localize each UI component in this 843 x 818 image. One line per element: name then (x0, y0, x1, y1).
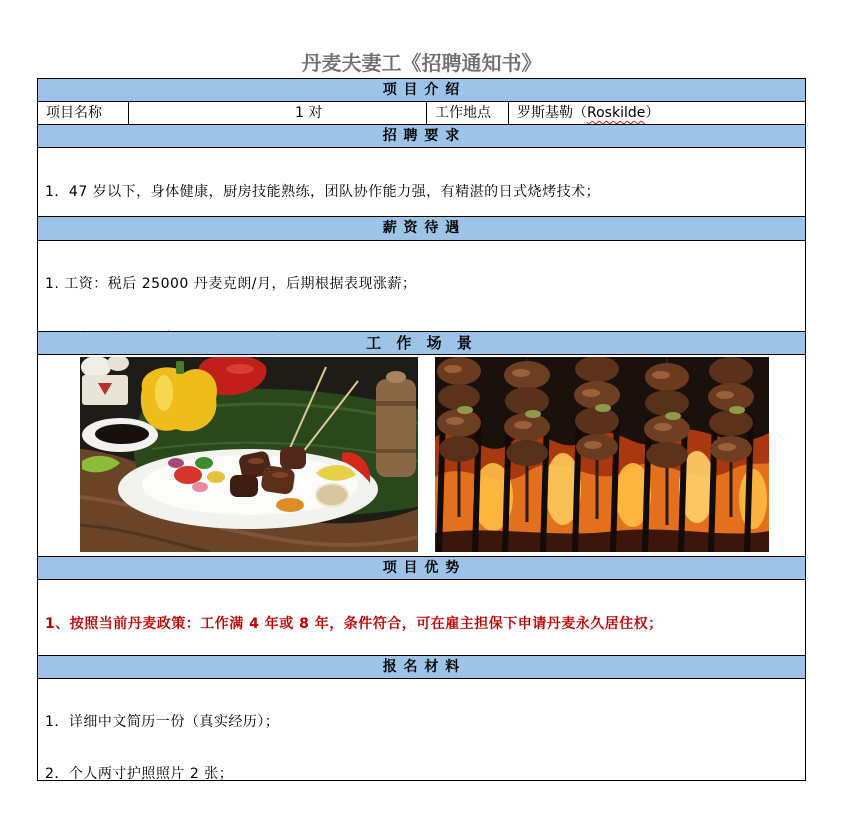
recruitment-table (37, 78, 806, 781)
pepper-mill-band (376, 449, 416, 453)
meat-glaze (272, 472, 288, 478)
meat-highlight (718, 443, 736, 451)
pepper-piece (729, 406, 745, 414)
grate-bar (711, 417, 715, 552)
project-name-label: 项目名称 (46, 105, 102, 121)
section-header-project-intro: 项 目 介 绍 (38, 79, 805, 102)
requirement-item (45, 181, 798, 204)
work-scene-photo-grill (435, 357, 769, 552)
material-item: 1．详细中文简历一份（真实经历）； (45, 714, 280, 730)
requirement-text: 1．47 岁以下，身体健康，厨房技能熟练，团队协作能力强，有精湛的日式烧烤技术； (45, 184, 601, 200)
grate-bar (575, 417, 579, 552)
meat-chunk (506, 440, 548, 466)
materials-list (38, 679, 805, 781)
salary-item: 1. 工资：税后 25000 丹麦克朗/月，后期根据表现涨薪； (45, 276, 417, 292)
pepper-piece (525, 410, 541, 418)
meat-chunk (575, 407, 619, 435)
work-location-cell (508, 102, 805, 124)
flame-core (739, 469, 767, 529)
grilled-meat (280, 447, 306, 469)
meat-chunk (646, 442, 688, 468)
green-pepper-piece (195, 457, 213, 469)
meat-highlight (654, 423, 672, 431)
pepper-mill-knob (386, 371, 406, 383)
work-location-prefix: 罗斯基勒（ (517, 105, 587, 121)
meat-highlight (444, 365, 462, 373)
work-scene-photos (38, 355, 805, 557)
pepper-stem (176, 361, 184, 374)
yellow-pepper-piece (207, 471, 225, 483)
red-pepper-highlight (226, 364, 254, 374)
section-header-requirements: 招 聘 要 求 (38, 125, 805, 148)
meat-highlight (582, 389, 600, 397)
work-location-suffix: ） (645, 105, 660, 121)
material-item: 2．个人两寸护照照片 2 张； (45, 766, 234, 781)
meat-chunk (575, 357, 619, 382)
section-header-salary: 薪 资 待 遇 (38, 217, 805, 241)
meat-chunk (645, 390, 689, 416)
grilled-meat (260, 465, 295, 495)
meat-highlight (446, 417, 464, 425)
yellow-bell-pepper (141, 367, 217, 431)
section-header-work-scene: 工 作 场 景 (38, 332, 805, 355)
roasted-pepper (276, 498, 304, 512)
pepper-mill-band (376, 401, 416, 406)
pepper-piece (457, 406, 473, 414)
meat-highlight (652, 371, 670, 379)
meat-glaze (248, 458, 264, 464)
section-header-advantages: 项 目 优 势 (38, 557, 805, 580)
pepper-piece (595, 404, 611, 412)
meat-highlight (716, 391, 734, 399)
work-location-label: 工作地点 (426, 102, 508, 124)
work-location-latin-name: Roskilde (587, 105, 646, 121)
pepper-piece (665, 412, 681, 420)
grate-bar (505, 417, 509, 552)
meat-chunk (438, 384, 480, 410)
yellow-pepper-highlight (155, 375, 173, 411)
grate-bar (645, 417, 649, 552)
grate-bar (439, 417, 443, 552)
section-header-materials: 报 名 材 料 (38, 656, 805, 679)
meat-highlight (514, 421, 532, 429)
meat-highlight (512, 369, 530, 377)
grate-bar (543, 417, 547, 552)
project-info-row (38, 102, 805, 125)
requirements-list (38, 148, 805, 217)
advantages-list (38, 580, 805, 656)
purple-onion-piece (168, 458, 184, 468)
tomato-slice (174, 466, 202, 484)
soy-sauce (95, 424, 149, 444)
project-quantity: 1 对 (295, 105, 323, 121)
grilled-onion (316, 484, 348, 506)
meat-highlight (584, 441, 602, 449)
garlic-bulb (81, 357, 111, 378)
grate-bar (747, 417, 751, 552)
grate-bar (475, 417, 479, 552)
meat-chunk (439, 436, 479, 462)
work-scene-photo-food-plate (80, 357, 418, 552)
grate-bar (613, 417, 617, 552)
meat-chunk (505, 387, 549, 415)
salary-list (38, 241, 805, 332)
meat-chunk (709, 410, 753, 436)
radish-piece (192, 482, 208, 492)
document-title: 丹麦夫妻工《招聘通知书》 (301, 51, 542, 75)
pepper-mill (376, 379, 416, 477)
project-name-cell (128, 102, 426, 124)
grilled-meat (230, 475, 258, 497)
advantage-item: 1、按照当前丹麦政策：工作满 4 年或 8 年，条件符合，可在雇主担保下申请丹麦永久居住权； (45, 616, 663, 632)
meat-chunk (709, 357, 753, 385)
